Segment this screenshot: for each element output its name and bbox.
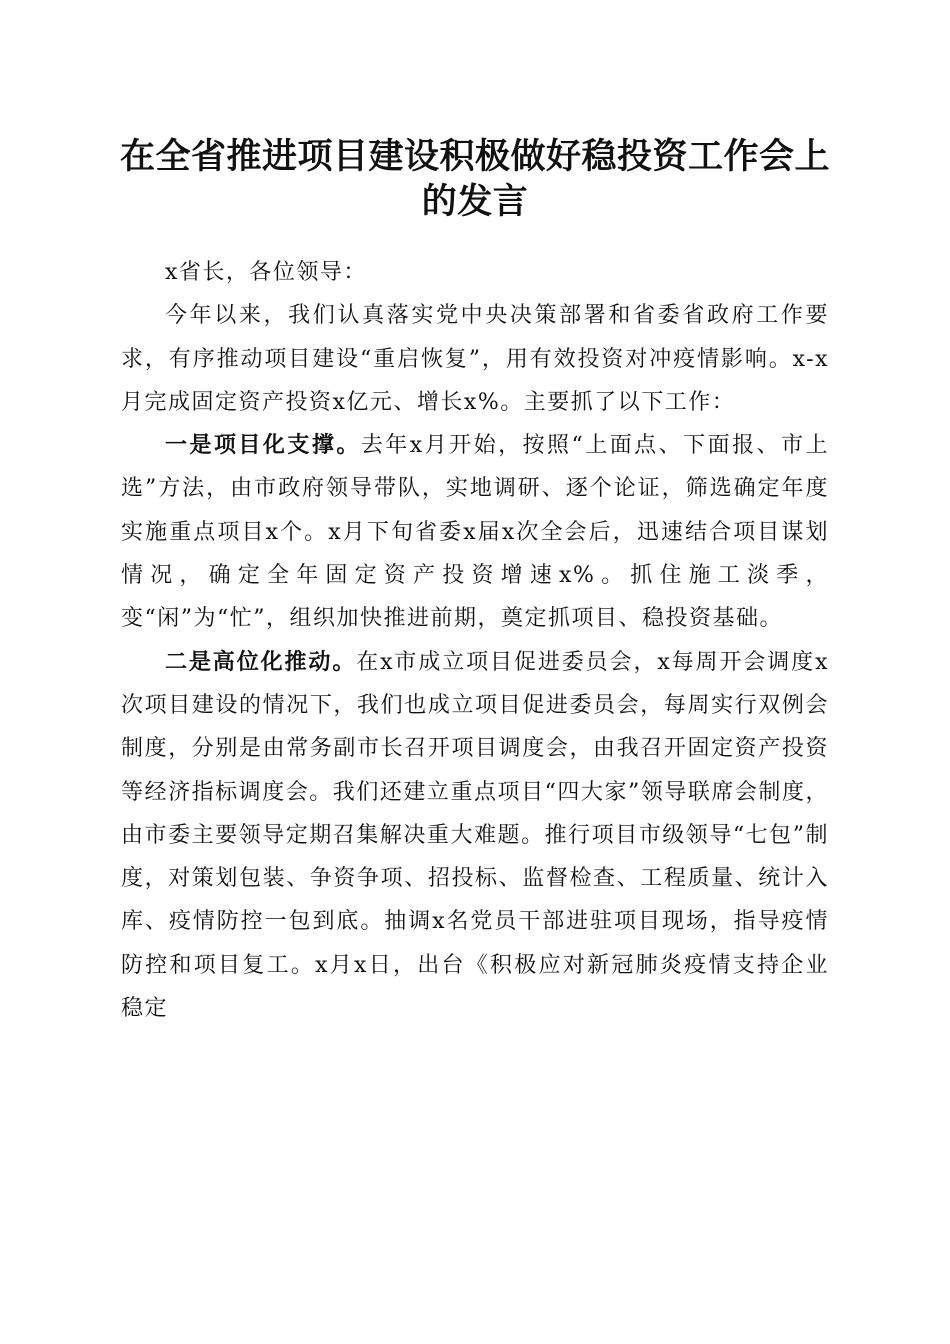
document-title <box>115 134 835 224</box>
section-1-text: 去年x月开始，按照“上面点、下面报、市上选”方法，由市政府领导带队，实地调研、逐个论证，筛选确定年度实施重点项目x个。x月下旬省委x届x次全会后，迅速结合项目谋划情况，确定全年固定资产投资增速x%。抓住施工淡季，变“闲”为“忙”，组织加快推进前期，奠定抓项目、稳投资基础。 <box>121 433 829 632</box>
section-2-text: 在x市成立项目促进委员会，x每周开会调度x次项目建设的情况下，我们也成立项目促进委员会，每周实行双例会制度，分别是由常务副市长召开项目调度会，由我召开固定资产投资等经济指标调度会。我们还建立重点项目“四大家”领导联席会制度，由市委主要领导定期召集解决重大难题。推行项目市级领导“七包”制度，对策划包装、争资争项、招投标、监督检查、工程质量、统计入库、疫情防控一包到底。抽调x名党员干部进驻项目现场，指导疫情防控和项目复工。x月x日，出台《积极应对新冠肺炎疫情支持企业稳定 <box>121 649 829 1022</box>
title-line-1: 在全省推进项目建设积极做好稳投资工作会上 <box>119 136 830 177</box>
section-1-paragraph <box>121 424 829 640</box>
salutation: x省长，各位领导： <box>165 260 367 285</box>
document-body <box>121 251 829 1030</box>
section-2-paragraph <box>121 641 829 1031</box>
section-1-heading: 一是项目化支撑。 <box>165 432 361 459</box>
intro-paragraph: 今年以来，我们认真落实党中央决策部署和省委省政府工作要求，有序推动项目建设“重启恢复”，用有效投资对冲疫情影响。x-x月完成固定资产投资x亿元、增长x%。主要抓了以下工作： <box>121 303 829 415</box>
title-line-2: 的发言 <box>421 181 529 222</box>
section-2-heading: 二是高位化推动。 <box>165 648 357 675</box>
